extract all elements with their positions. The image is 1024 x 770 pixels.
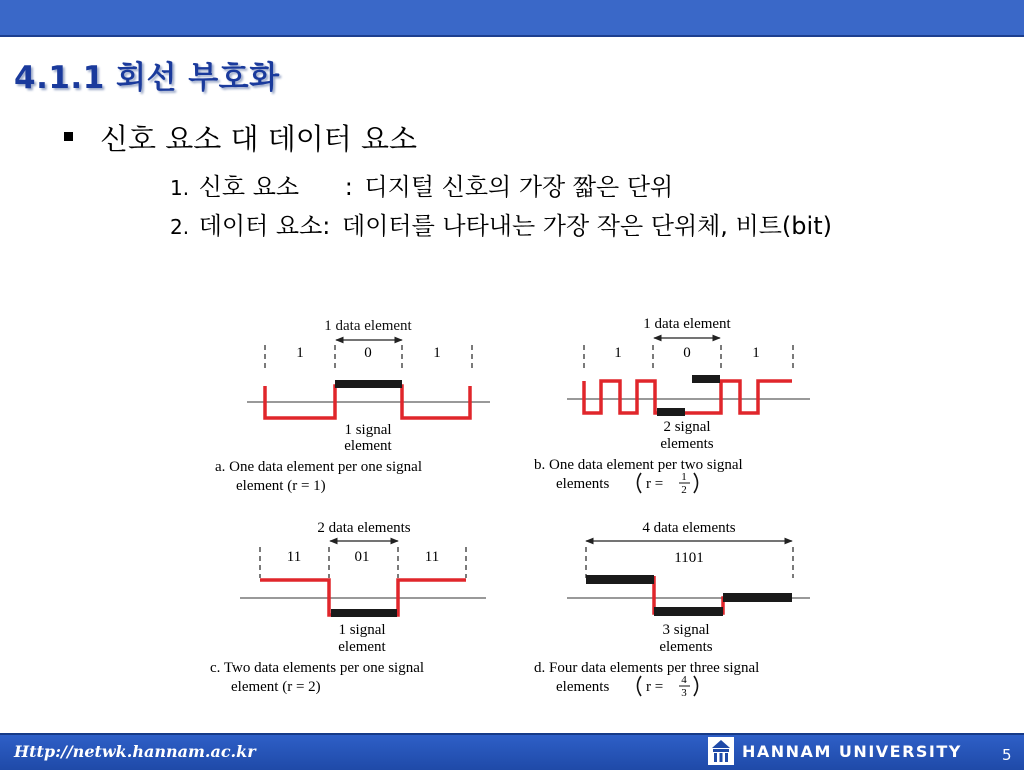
panel-c-top-label: 2 data elements (317, 520, 411, 536)
panel-d-signal-element (586, 575, 654, 584)
slide-title: 4.1.1 회선 부호화 (14, 60, 280, 96)
panel-c-bit-label: 11 (424, 549, 440, 565)
panel-d (534, 520, 810, 699)
line-coding-figure (200, 300, 880, 710)
section-heading: 신호 요소 대 데이터 요소 (100, 122, 418, 156)
panel-b-ratio-numerator: 1 (681, 471, 687, 483)
panel-b-bottom-label: elements (660, 436, 714, 452)
definition-number: 1. (170, 176, 190, 200)
panel-a-bottom-label: 1 signal (344, 422, 392, 438)
definition-signal-element (170, 167, 673, 202)
panel-d-bottom-label: 3 signal (662, 622, 710, 638)
panel-a-bit-label: 1 (296, 345, 304, 361)
panel-c-bit-label: 11 (286, 549, 302, 565)
panel-b (534, 316, 810, 496)
panel-c-bit-label: 01 (354, 549, 370, 565)
hannam-logo-icon (708, 737, 734, 765)
panel-c-caption: element (r = 2) (231, 679, 321, 695)
panel-d-ratio-numerator: 4 (681, 674, 687, 686)
panel-a-top-label: 1 data element (324, 318, 412, 334)
top-banner (0, 0, 1024, 37)
definition-colon: : (344, 173, 353, 201)
panel-a-bit-label: 1 (433, 345, 441, 361)
panel-b-ratio-denominator: 2 (681, 484, 687, 496)
panel-b-caption: b. One data element per two signal (534, 457, 743, 473)
panel-d-bottom-label: elements (659, 639, 713, 655)
panel-b-ratio-paren (638, 473, 642, 493)
panel-c-bottom-label: 1 signal (338, 622, 386, 638)
hannam-logo-icon (708, 737, 734, 765)
panel-d-ratio-paren (694, 676, 698, 696)
panel-d-caption: d. Four data elements per three signal (534, 660, 760, 676)
panel-a-bit-label: 0 (364, 345, 372, 361)
panel-b-bit-label: 0 (683, 345, 691, 361)
panel-d-signal-element (654, 607, 723, 616)
panel-b-caption: elements (556, 476, 610, 492)
definition-term: 신호 요소 (198, 173, 300, 201)
definition-number: 2. (170, 215, 190, 239)
panel-b-bottom-label: 2 signal (663, 419, 711, 435)
panel-a-caption: a. One data element per one signal (215, 459, 422, 475)
panel-b-ratio-label: r = (646, 476, 664, 492)
panel-c-caption: c. Two data elements per one signal (210, 660, 425, 676)
panel-d-caption: elements (556, 679, 610, 695)
panel-b-bit-label: 1 (752, 345, 760, 361)
panel-c-bottom-label: element (338, 639, 386, 655)
definition-term: 데이터 요소 (198, 212, 323, 240)
panel-d-signal-element (723, 593, 792, 602)
panel-d-bit-label: 1101 (674, 550, 704, 566)
panel-b-bit-label: 1 (614, 345, 622, 361)
panel-a (215, 318, 490, 494)
panel-c-signal-element (331, 609, 397, 617)
panel-a-signal-element (335, 380, 402, 388)
page-number: 5 (1002, 746, 1012, 764)
panel-b-ratio-paren (694, 473, 698, 493)
panel-d-top-label: 4 data elements (642, 520, 736, 536)
panel-b-signal-element (692, 375, 720, 383)
definition-description: 디지털 신호의 가장 짧은 단위 (364, 173, 674, 201)
definition-description: 데이터를 나타내는 가장 작은 단위체, 비트(bit) (342, 212, 832, 240)
panel-c (210, 520, 486, 695)
panel-d-ratio-label: r = (646, 679, 664, 695)
panel-d-ratio-denominator: 3 (681, 687, 687, 699)
panel-a-caption: element (r = 1) (236, 478, 326, 494)
footer-university-name: HANNAM UNIVERSITY (742, 742, 962, 761)
panel-b-signal-element (657, 408, 685, 416)
bullet-marker (64, 132, 73, 141)
footer-url: Http://netwk.hannam.ac.kr (14, 742, 256, 761)
panel-b-signal (584, 381, 792, 413)
panel-b-top-label: 1 data element (643, 316, 731, 332)
panel-d-ratio-paren (638, 676, 642, 696)
definition-data-element (170, 206, 832, 241)
definition-colon: : (322, 212, 331, 240)
panel-a-bottom-label: element (344, 438, 392, 454)
